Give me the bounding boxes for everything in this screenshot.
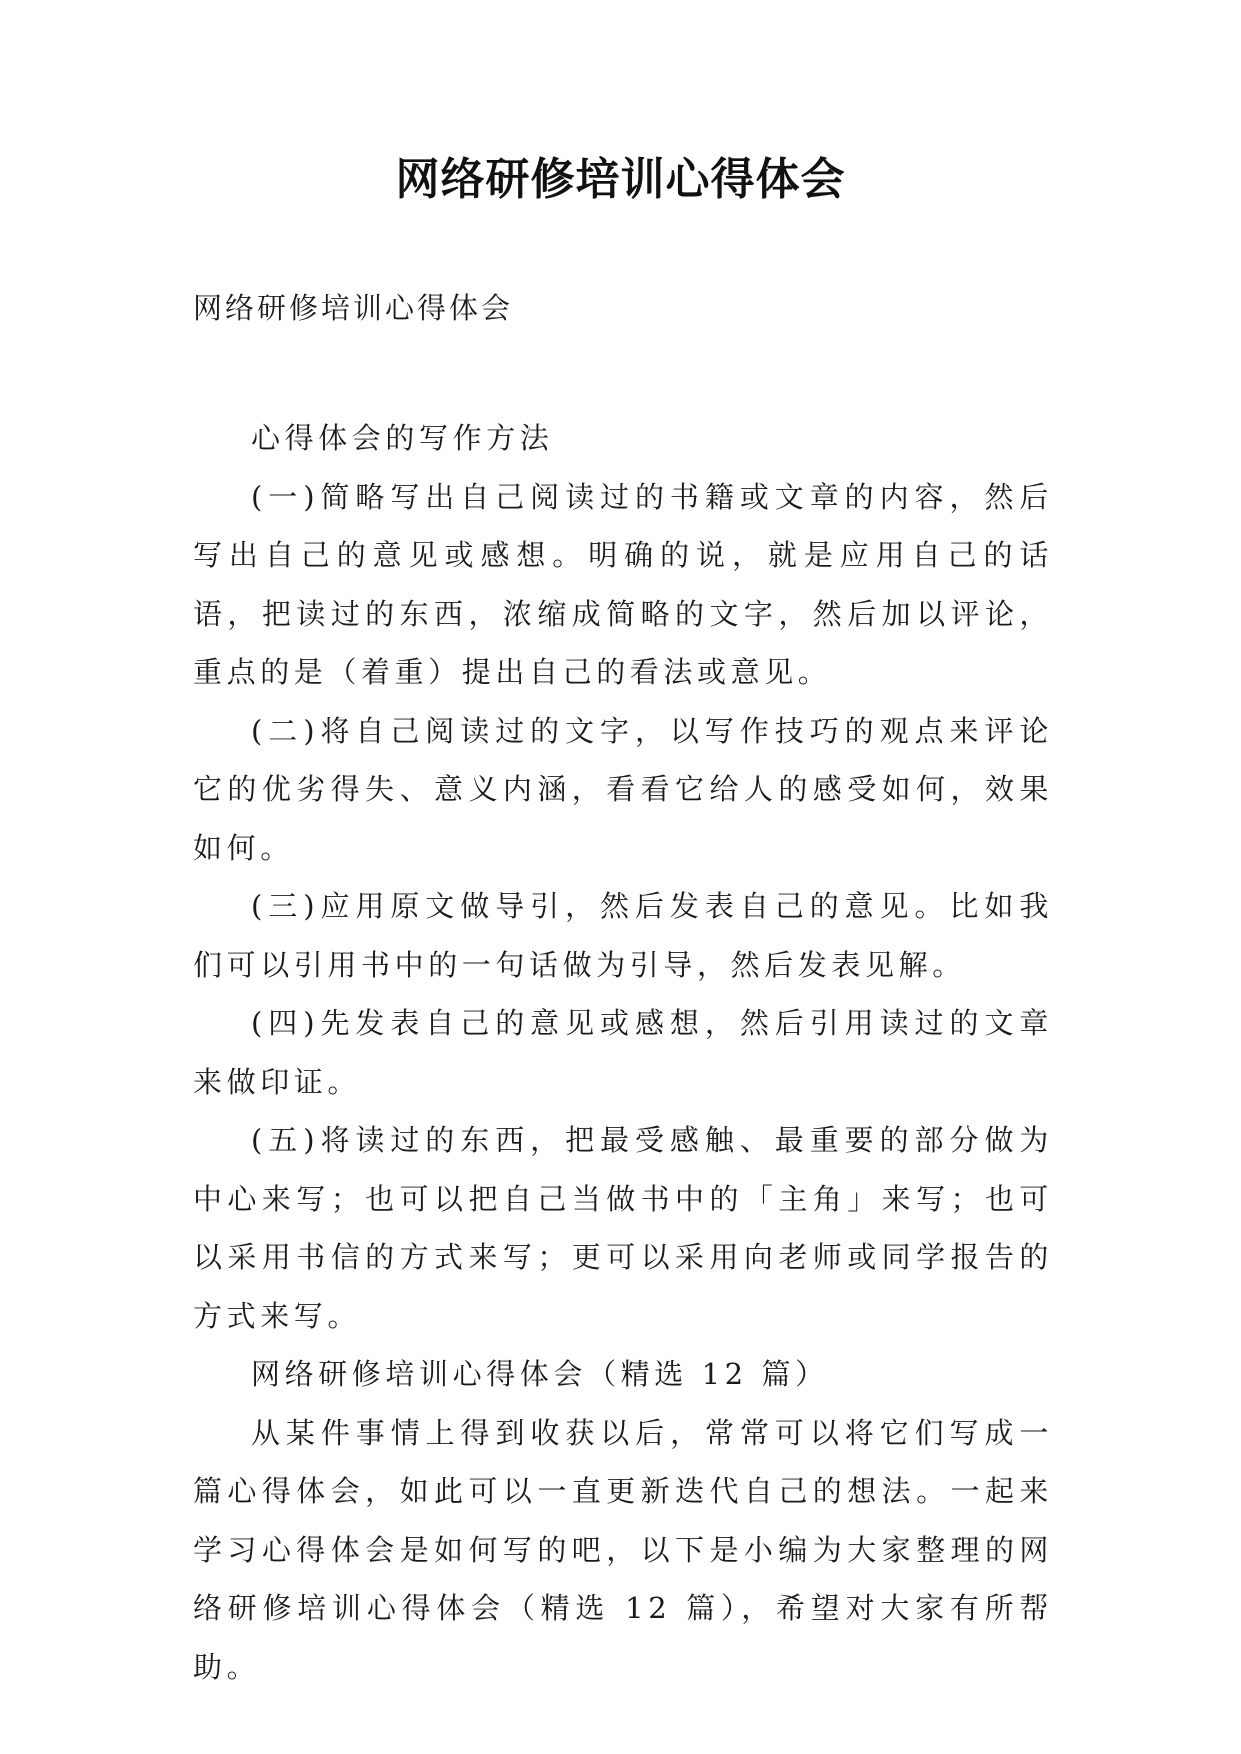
document-subtitle: 网络研修培训心得体会 — [193, 291, 514, 325]
paragraph-method-heading: 心得体会的写作方法 — [251, 421, 554, 455]
paragraph-intro: 从某件事情上得到收获以后，常常可以将它们写成一篇心得体会，如此可以一直更新迭代自己的想法。一起来学习心得体会是如何写的吧，以下是小编为大家整理的网络研修培训心得体会（精选 12 篇），希望对大家有所帮助。 — [193, 1415, 1053, 1684]
paragraph-section-heading: 网络研修培训心得体会（精选 12 篇） — [251, 1357, 829, 1391]
paragraph-method-3: (三)应用原文做导引，然后发表自己的意见。比如我们可以引用书中的一句话做为引导，然后发表见解。 — [193, 889, 1053, 982]
paragraph-method-1: (一)简略写出自己阅读过的书籍或文章的内容，然后写出自己的意见或感想。明确的说，就是应用自己的话语，把读过的东西，浓缩成简略的文字，然后加以评论，重点的是（着重）提出自己的看法或意见。 — [193, 479, 1053, 689]
document-body — [193, 409, 1053, 1696]
paragraph-method-2: (二)将自己阅读过的文字，以写作技巧的观点来评论它的优劣得失、意义内涵，看看它给人的感受如何，效果如何。 — [193, 713, 1053, 865]
paragraph-method-4: (四)先发表自己的意见或感想，然后引用读过的文章来做印证。 — [193, 1006, 1053, 1099]
paragraph-method-5: (五)将读过的东西，把最受感触、最重要的部分做为中心来写；也可以把自己当做书中的「主角」来写；也可以采用书信的方式来写；更可以采用向老师或同学报告的方式来写。 — [193, 1123, 1053, 1333]
document-title: 网络研修培训心得体会 — [395, 154, 846, 205]
